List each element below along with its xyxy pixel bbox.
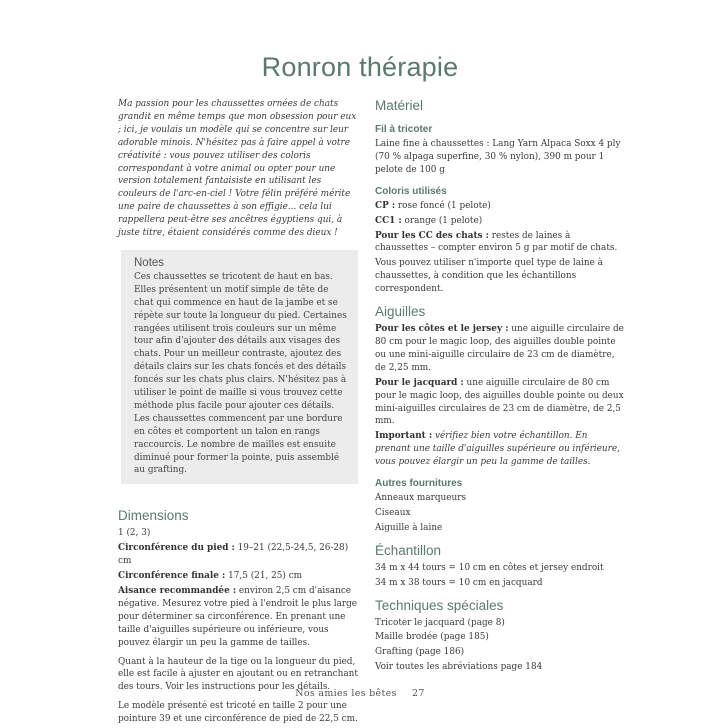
finale-line	[118, 570, 358, 583]
cotes-line	[375, 323, 625, 375]
pied-line	[118, 542, 358, 568]
cc-note: Vous pouvez utiliser n'importe quel type de laine à chaussettes, à condition que les échantillons correspondent.	[375, 258, 603, 295]
notes-box	[121, 250, 358, 484]
finale-label: Circonférence finale :	[118, 571, 226, 582]
finale-value: 17,5 (21, 25) cm	[225, 571, 303, 582]
coloris-heading: Coloris utilisés	[375, 185, 447, 197]
cc-value: restes de laines à chaussettes – compter environ 5 g par motif de chats.	[375, 230, 618, 254]
jacquard-value: une aiguille circulaire de 80 cm pour le magic loop, des aiguilles double pointe ou deux mini-aiguilles circulaires de 23 cm de diamètre, de 2,5 mm.	[375, 377, 624, 427]
autres-item: Ciseaux	[375, 507, 411, 518]
dimensions-heading: Dimensions	[118, 508, 189, 524]
jacquard-line	[375, 377, 625, 429]
page-footer	[0, 688, 720, 699]
dimensions-para3: Le modèle présenté est tricoté en taille 2 pour une pointure 39 et une circonférence de pied de 22,5 cm.	[118, 701, 358, 725]
pied-value: 19–21 (22,5-24,5, 26-28) cm	[118, 543, 349, 567]
aisance-line	[118, 585, 358, 650]
techniques-item: Voir toutes les abréviations page 184	[375, 662, 543, 673]
cc1-value: orange (1 pelote)	[401, 215, 483, 226]
page-title: Ronron thérapie	[261, 52, 459, 82]
techniques-item: Grafting (page 186)	[375, 647, 465, 658]
cc1-label: CC1 :	[375, 215, 402, 226]
autres-heading: Autres fournitures	[375, 478, 463, 490]
fil-text: Laine fine à chaussettes : Lang Yarn Alpaca Soxx 4 ply (70 % alpaga superfine, 30 % nylon), 390 m pour 1 pelote de 100 g	[375, 139, 621, 175]
page-number: 27	[412, 688, 425, 699]
techniques-item: Maille brodée (page 185)	[375, 632, 489, 643]
pied-label: Circonférence du pied :	[118, 543, 235, 554]
cotes-value: une aiguille circulaire de 80 cm pour le magic loop, des aiguilles double pointe ou une mini-aiguille circulaire de 23 cm de diamètre, de 2,25 mm.	[375, 324, 624, 373]
intro-text: Ma passion pour les chaussettes ornées de chats grandit en même temps que mon obsession pour eux ; ici, je voulais un modèle qui se concentre sur leur adorable minois. N'hésitez pas à faire appel à votre créativité : vous pouvez utiliser des coloris correspondant à votre animal ou opter pour une version totalement fantaisiste en utilisant les couleurs de l'arc-en-ciel ! Votre félin préféré mérite une paire de chaussettes à son effigie... cela lui rappellera peut-être ses ancêtres égyptiens qui, à juste titre, étaient considérés comme des dieux !	[118, 99, 357, 239]
dimensions-para2: Quant à la hauteur de la tige ou la longueur du pied, elle est facile à ajuster en ajoutant ou en retranchant des tours. Voir les instructions pour les détails.	[118, 656, 358, 693]
materiel-heading: Matériel	[375, 98, 424, 113]
aiguilles-heading: Aiguilles	[375, 304, 426, 320]
cc1-line	[375, 215, 625, 228]
jacquard-label: Pour le jacquard :	[375, 377, 464, 388]
left-column	[118, 98, 358, 728]
fil-heading: Fil à tricoter	[375, 124, 433, 135]
dimensions-sizes: 1 (2, 3)	[118, 528, 151, 539]
echantillon-line: 34 m x 44 tours = 10 cm en côtes et jersey endroit	[375, 562, 604, 573]
autres-item: Aiguille à laine	[375, 522, 443, 533]
notes-text: Ces chaussettes se tricotent de haut en bas. Elles présentent un motif simple de tête de chat qui commence en haut de la jambe et se répète sur toute la longueur du pied. Certaines rangées utilisent trois couleurs sur un même tour afin d'ajouter des détails aux visages des chats. Pour un meilleur contraste, ajoutez des détails clairs sur les chats foncés et des détails foncés sur les chats plus clairs. N'hésitez pas à utiliser le point de maille si vous trouvez cette méthode plus facile pour ajouter ces détails. Les chaussettes commencent par une bordure en côtes et comportent un talon en rangs raccourcis. Le nombre de mailles est ensuite diminué pour former la pointe, puis assemblé au grafting.	[134, 271, 347, 476]
autres-item: Anneaux marqueurs	[375, 493, 467, 504]
important-line	[375, 430, 625, 469]
notes-heading: Notes	[134, 256, 165, 269]
aisance-label: Aisance recommandée :	[118, 586, 237, 596]
cp-value: rose foncé (1 pelote)	[395, 200, 491, 211]
techniques-heading: Techniques spéciales	[375, 597, 504, 613]
cc-line	[375, 230, 625, 256]
aisance-value: environ 2,5 cm d'aisance négative. Mesurez votre pied à l'endroit le plus large pour déterminer sa circonférence. En prenant une taille d'aiguilles supérieure ou inférieure, vous pouvez élargir un peu la gamme de tailles.	[118, 586, 358, 648]
echantillon-line: 34 m x 38 tours = 10 cm en jacquard	[375, 577, 543, 588]
important-label: Important :	[375, 431, 433, 442]
echantillon-heading: Échantillon	[375, 542, 442, 558]
techniques-item: Tricoter le jacquard (page 8)	[375, 617, 505, 628]
right-column	[375, 98, 625, 676]
footer-section: Nos amies les bêtes	[295, 688, 397, 699]
cc-label: Pour les CC des chats :	[375, 230, 489, 241]
cp-line	[375, 200, 625, 213]
important-value: vérifiez bien votre échantillon. En prenant une taille d'aiguilles supérieure ou inférieure, vous pouvez élargir un peu la gamme de tailles.	[375, 431, 620, 468]
cotes-label: Pour les côtes et le jersey :	[375, 324, 509, 335]
cp-label: CP :	[375, 200, 396, 211]
